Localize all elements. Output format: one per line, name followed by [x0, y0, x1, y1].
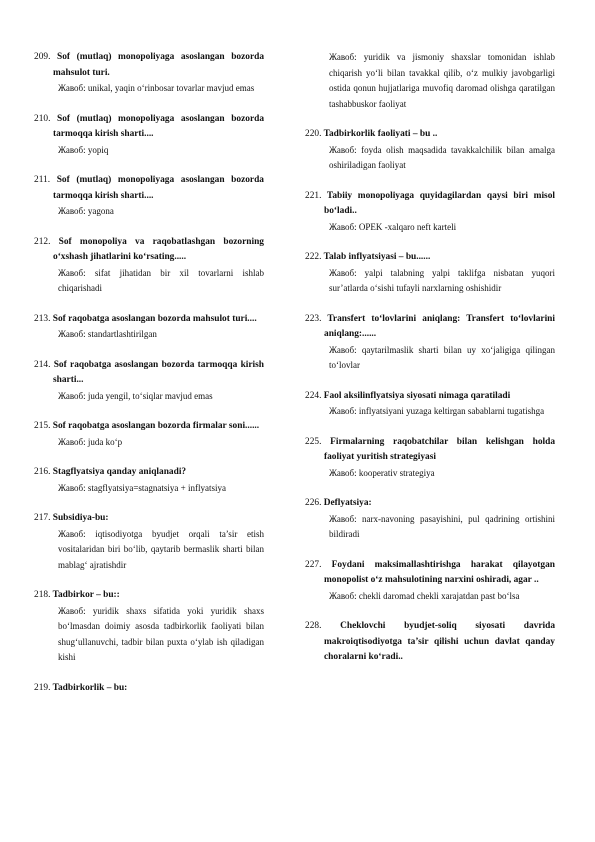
qa-entry [34, 358, 264, 405]
qa-entry [34, 511, 264, 573]
question [34, 465, 264, 481]
question-text: Tadbirkorlik faoliyati – bu .. [323, 129, 438, 139]
question-number: 210. [34, 113, 51, 124]
answer-text: Жавоб: yuridik va jismoniy shaxslar tomonidan ishlab chiqarish yo‘li bilan tavakkal qilib, o‘z mulkiy javobgarligi ostida qonun hujjatlariga muvofiq daromad olishga qaratilgan tashabbuskor faoliyat [329, 52, 555, 109]
answer-text: Жавоб: juda ko‘p [58, 436, 123, 447]
question [305, 558, 555, 589]
question [34, 50, 264, 81]
question-number: 226. [305, 498, 322, 508]
qa-entry [305, 558, 555, 605]
question-text: Sof raqobatga asoslangan bozorda mahsulot turi.... [52, 313, 257, 324]
question [34, 112, 264, 143]
answer-text: Жавоб: yopiq [58, 144, 109, 155]
question-text: Sof (mutlaq) monopoliyaga asoslangan bozorda mahsulot turi. [53, 52, 265, 78]
question-text: Sof raqobatga asoslangan bozorda firmalar soni...... [52, 421, 260, 431]
answer-text: Жавоб: juda yengil, to‘siqlar mavjud emas [58, 390, 213, 401]
question-text: Cheklovchi byudjet-soliq siyosati davrida makroiqtisodiyotga ta’sir qilishi uchun davlat qanday choralarni ko‘radi.. [324, 621, 556, 662]
question-number: 222. [305, 252, 322, 262]
question-number: 217. [34, 513, 51, 523]
question-text: Deflyatsiya: [323, 498, 372, 508]
question-text: Sof raqobatga asoslangan bozorda tarmoqqa kirish sharti... [53, 359, 265, 385]
answer-text: Жавоб: narx-navoning pasayishini, pul qadrining ortishini bildiradi [329, 513, 555, 539]
qa-entry [34, 112, 264, 159]
question-number: 219. [34, 682, 51, 693]
answer-text: Жавоб: yalpi talabning yalpi taklifga nisbatan yuqori sur’atlarda o‘sishi tufayli narxlarning oshishidir [329, 267, 555, 293]
question [305, 189, 555, 220]
answer-text: Жавоб: unikal, yaqin o‘rinbosar tovarlar mavjud emas [58, 83, 255, 93]
question-number: 223. [305, 313, 322, 324]
question-number: 211. [34, 175, 51, 185]
qa-entry [305, 435, 555, 482]
question [305, 389, 555, 405]
question-number: 215. [34, 421, 51, 431]
question-text: Tadbirkor – bu:: [52, 590, 120, 600]
question [305, 250, 555, 266]
qa-entry [34, 50, 264, 97]
qa-entry [34, 588, 264, 666]
question [34, 588, 264, 604]
answer-text: Жавоб: foyda olish maqsadida tavakkalchilik bilan amalga oshiriladigan faoliyat [329, 144, 555, 170]
question-number: 220. [305, 129, 322, 139]
qa-entry [34, 173, 264, 220]
question-number: 224. [305, 390, 322, 401]
question-text: Subsidiya-bu: [52, 513, 109, 523]
answer-text: Жавоб: yuridik shaxs sifatida yoki yuridik shaxs bo‘lmasdan doimiy asosda tadbirkorlik faoliyati bilan shug‘ullanuvchi, tadbir bilan puxta o‘ylab ish qiladigan kishi [58, 605, 264, 662]
qa-entry [34, 312, 264, 343]
question [34, 681, 264, 697]
question-number: 214. [34, 359, 51, 370]
question [34, 419, 264, 435]
question-text: Firmalarning raqobatchilar bilan kelishgan holda faoliyat yuritish strategiyasi [324, 436, 556, 462]
qa-entry [305, 250, 555, 297]
question-text: Sof (mutlaq) monopoliyaga asoslangan bozorda tarmoqqa kirish sharti.... [53, 113, 265, 139]
question [305, 435, 555, 466]
question-text: Sof (mutlaq) monopoliyaga asoslangan bozorda tarmoqqa kirish sharti.... [53, 175, 264, 201]
question-number: 221. [305, 190, 322, 201]
question-number: 225. [305, 436, 322, 447]
answer-text: Жавоб: OPEK -xalqaro neft karteli [329, 221, 457, 232]
question [305, 312, 555, 343]
question-text: Transfert to‘lovlarini aniqlang: Transfert to‘lovlarini aniqlang:...... [324, 313, 555, 339]
qa-entry [305, 389, 555, 420]
question-text: Faol aksilinflyatsiya siyosati nimaga qaratiladi [323, 390, 511, 401]
qa-entry [305, 50, 555, 112]
question-text: Foydani maksimallashtirishga harakat qilayotgan monopolist o‘z mahsulotining narxini oshiradi, agar .. [324, 559, 555, 585]
left-column [34, 50, 264, 711]
answer-text: Жавоб: kooperativ strategiya [329, 467, 435, 478]
qa-entry [305, 496, 555, 543]
question-number: 216. [34, 467, 51, 477]
answer-text: Жавоб: iqtisodiyotga byudjet orqali ta’sir etish vositalaridan biri bo‘lib, qaytarib bermaslik sharti bilan mablag‘ ajratishdir [58, 528, 264, 570]
right-column [305, 50, 555, 681]
answer-text: Жавоб: sifat jihatidan bir xil tovarlarni ishlab chiqarishadi [58, 267, 264, 293]
question [305, 496, 555, 512]
question-text: Tadbirkorlik – bu: [52, 682, 128, 693]
qa-entry [34, 419, 264, 450]
question [34, 173, 264, 204]
question [305, 619, 555, 666]
question-text: Talab inflyatsiyasi – bu...... [323, 252, 431, 262]
question-number: 227. [305, 559, 322, 570]
question-text: Tabiiy monopoliyaga quyidagilardan qaysi biri misol bo‘ladi.. [324, 190, 555, 216]
qa-entry [305, 312, 555, 374]
answer-text: Жавоб: yagona [58, 206, 114, 216]
question-text: Stagflyatsiya qanday aniqlanadi? [52, 467, 187, 477]
answer-text: Жавоб: chekli daromad chekli xarajatdan past bo‘lsa [329, 590, 520, 601]
question [305, 127, 555, 143]
answer-text: Жавоб: standartlashtirilgan [58, 329, 157, 339]
question [34, 358, 264, 389]
question-number: 228. [305, 621, 322, 631]
question-text: Sof monopoliya va raqobatlashgan bozorning o‘xshash jihatlarini ko‘rsating..... [53, 236, 264, 262]
qa-entry [34, 465, 264, 496]
question [34, 235, 264, 266]
question-number: 213. [34, 313, 51, 324]
question [34, 312, 264, 328]
question-number: 212. [34, 236, 51, 247]
question-number: 209. [34, 52, 51, 62]
qa-entry [34, 681, 264, 697]
qa-entry [305, 619, 555, 666]
answer-text: Жавоб: inflyatsiyani yuzaga keltirgan sabablarni tugatishga [329, 406, 545, 416]
qa-entry [305, 127, 555, 174]
qa-entry [34, 235, 264, 297]
question-number: 218. [34, 590, 51, 600]
qa-entry [305, 189, 555, 236]
answer-text: Жавоб: qaytarilmaslik sharti bilan uy xo‘jaligiga qilingan to‘lovlar [329, 344, 555, 370]
question [34, 511, 264, 527]
answer-text: Жавоб: stagflyatsiya=stagnatsiya + inflyatsiya [58, 482, 226, 493]
